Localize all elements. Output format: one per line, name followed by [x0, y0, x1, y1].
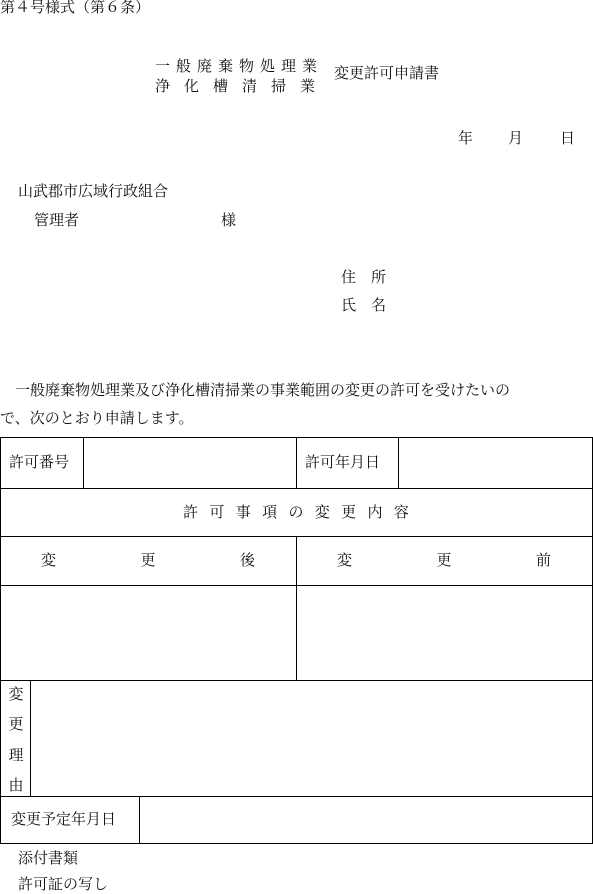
after-header	[41, 553, 255, 568]
section-header-char: 事	[235, 503, 251, 521]
body-text-line2: で、次のとおり申請します。	[0, 409, 194, 427]
section-header-char: 可	[209, 503, 225, 521]
body-text-line1: 一般廃棄物処理業及び浄化槽清掃業の事業範囲の変更の許可を受けたいの	[0, 381, 511, 399]
permit-number-label: 許可番号	[9, 453, 70, 471]
addressee-organization: 山武郡市広域行政組合	[18, 182, 169, 200]
reason-label-char: 理	[8, 745, 24, 764]
section-header-char: 内	[367, 503, 383, 521]
section-header-char: 許	[183, 503, 199, 521]
before-header-char: 前	[535, 551, 551, 569]
addressee-role: 管理者	[34, 211, 80, 229]
reason-field[interactable]	[31, 681, 592, 796]
attachments-item: 許可証の写し	[18, 875, 109, 893]
table-border-bottom	[0, 843, 593, 844]
section-header	[183, 505, 409, 520]
section-header-char: 容	[393, 503, 409, 521]
scheduled-date-field[interactable]	[140, 797, 592, 843]
title-line1	[155, 57, 324, 75]
attachments-heading: 添付書類	[18, 849, 79, 867]
before-header-char: 変	[337, 551, 353, 569]
permit-date-field[interactable]	[399, 438, 592, 488]
permit-number-field[interactable]	[84, 438, 296, 488]
before-header	[337, 553, 551, 568]
section-header-char: の	[288, 503, 304, 521]
after-header-char: 更	[140, 551, 156, 569]
title-suffix: 変更許可申請書	[334, 64, 440, 82]
applicant-address-label: 住 所	[341, 268, 387, 286]
applicant-name-label: 氏 名	[341, 296, 387, 314]
after-content-field[interactable]	[1, 586, 296, 680]
section-header-char: 変	[314, 503, 330, 521]
reason-label-char: 由	[8, 775, 24, 794]
reason-label	[8, 687, 24, 793]
reason-label-char: 更	[8, 715, 24, 734]
form-number: 第４号様式（第６条）	[0, 0, 151, 16]
reason-label-char: 変	[8, 685, 24, 703]
addressee-honorific: 様	[221, 211, 237, 229]
after-header-char: 後	[239, 551, 255, 569]
title-line1-text: 一般廃棄物処理業	[155, 57, 324, 75]
title-line2: 浄化槽清掃業	[155, 77, 330, 95]
table-divider-mid-row1	[296, 437, 297, 489]
before-header-char: 更	[436, 551, 452, 569]
after-header-char: 変	[41, 551, 57, 569]
section-header-char: 更	[341, 503, 357, 521]
scheduled-date-label: 変更予定年月日	[11, 810, 117, 828]
permit-date-label: 許可年月日	[305, 453, 381, 471]
date-year: 年	[458, 129, 474, 147]
section-header-char: 項	[262, 503, 278, 521]
before-content-field[interactable]	[297, 586, 592, 680]
date-month: 月	[508, 129, 524, 147]
date-day: 日	[560, 129, 576, 147]
